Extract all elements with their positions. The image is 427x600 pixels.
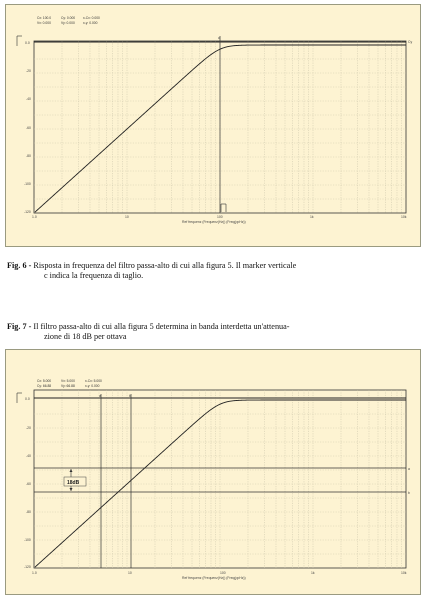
figure-6-svg [6,5,422,248]
caption-text-continued: c indica la frequenza di taglio. [44,271,144,280]
x-tick: 1k [310,215,314,219]
vertical-gridlines [62,390,402,568]
readout-cy: Cy: 0.000 [61,16,76,20]
readout-xy: x-y: 0.000 [83,21,98,25]
frequency-response-curve [35,45,406,212]
readout-vy: Vy: 0.000 [61,21,75,25]
x-tick: 10 [128,571,132,575]
x-tick: 10k [401,215,407,219]
x-tick-labels [32,215,407,219]
readout-vx: Vx: 0.000 [37,21,51,25]
right-marker-label: b [408,491,410,495]
figure-6-plot [5,4,421,247]
marker-c-symbol [221,204,226,212]
x-tick: 1k [311,571,315,575]
cursor-readout [37,379,102,388]
y-tick: -120 [24,565,31,569]
readout-xy: x-y: 0.000 [85,384,100,388]
y-tick: -120 [24,210,31,214]
y-tick: -20 [26,69,31,73]
caption-text: Il filtro passa-alto di cui alla figura 5 determina in banda interdetta un'attenua- [33,322,290,331]
y-tick-labels [24,41,31,214]
readout-cy: Cy: 66.88 [37,384,52,388]
figure-7-svg [6,350,422,596]
cursor-readout [37,16,100,25]
caption-number: Fig. 7 - [7,322,32,331]
frequency-response-curve [35,400,406,567]
caption-text-continued: zione di 18 dB per ottava [44,332,127,341]
readout-cx: Cx: 5.000 [37,379,52,383]
readout-cx: Cx: 100.0 [37,16,52,20]
y-tick: -60 [26,126,31,130]
y-tick: -100 [24,538,31,542]
y-tick: -80 [26,154,31,158]
readout-vx: Vx: 5.000 [61,379,75,383]
x-tick: 10 [125,215,129,219]
y-tick: 0.0 [25,397,30,401]
y-tick-labels [24,397,31,569]
x-tick-labels [32,571,407,575]
y-axis-icon [17,393,22,403]
y-tick: -80 [26,510,31,514]
x-tick: 10k [401,571,407,575]
y-tick: -20 [26,426,31,430]
marker-c-label: c [218,36,220,40]
caption-number: Fig. 6 - [7,261,32,270]
readout-xcx: x-Cx: 5.000 [85,379,102,383]
annotation-18db: 18dB [67,480,80,486]
readout-xcx: x-Cx: 0.000 [83,16,100,20]
caption-text: Risposta in frequenza del filtro passa-alto di cui alla figura 5. Il marker verticale [33,261,297,270]
x-tick: 100 [217,215,223,219]
right-marker-label: Cy [408,40,413,44]
x-axis-label: Ref frequenz (Frequenz(Hz)) (Freq(ppHz)) [182,220,246,224]
figure-7-caption [7,322,421,342]
right-marker-label: a [408,467,410,471]
x-axis-label: Ref frequenz (Frequenz(Hz)) (Freq(ppHz)) [182,576,246,580]
x-tick: 100 [220,571,226,575]
y-tick: -100 [24,182,31,186]
y-axis-icon [17,36,22,46]
marker-a-label: a [99,394,101,398]
y-tick: -40 [26,454,31,458]
readout-vy: Vy: 66.88 [61,384,75,388]
y-tick: -40 [26,97,31,101]
marker-b-label: b [129,394,131,398]
vertical-gridlines [62,41,402,213]
x-tick: 1.0 [32,571,37,575]
figure-6-caption [7,261,421,281]
figure-7-plot [5,349,421,595]
y-tick: -60 [26,482,31,486]
x-tick: 1.0 [32,215,37,219]
y-tick: 0.0 [25,41,30,45]
